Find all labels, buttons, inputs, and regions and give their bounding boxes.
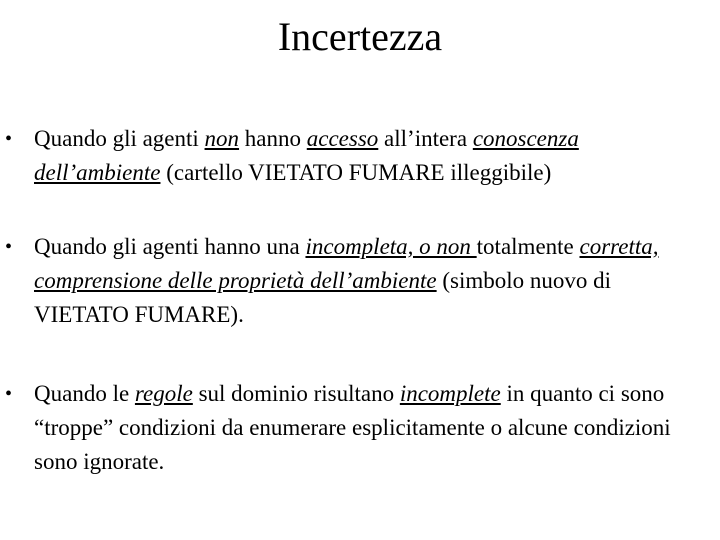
text-segment: totalmente [476, 234, 580, 259]
bullet-list [0, 122, 720, 519]
text-segment: sul dominio risultano [192, 381, 400, 406]
bullet-dot-icon: • [5, 236, 13, 258]
emphasized-text: incompleta, o non [305, 234, 477, 259]
text-segment: (simbolo nuovo di VIETATO FUMARE). [34, 268, 612, 327]
bullet-item [0, 230, 720, 332]
bullet-item [0, 377, 720, 479]
emphasized-text: incomplete [399, 381, 501, 406]
emphasized-text: non [204, 126, 240, 151]
bullet-text [34, 234, 659, 327]
text-segment: hanno [239, 126, 307, 151]
text-segment: in quanto ci sono “troppe” condizioni da enumerare esplicitamente o alcune condizioni sono ignorate. [34, 381, 671, 474]
text-segment: Quando gli agenti hanno una [34, 234, 306, 259]
emphasized-text: regole [134, 381, 193, 406]
text-segment: Quando le [34, 381, 135, 406]
bullet-dot-icon: • [5, 383, 13, 405]
bullet-item [0, 122, 720, 190]
text-segment: all’intera [378, 126, 473, 151]
bullet-text [34, 126, 579, 185]
emphasized-text: conoscenza dell’ambiente [34, 126, 579, 185]
bullet-text [34, 381, 671, 474]
slide-title: Incertezza [277, 14, 443, 59]
text-segment: (cartello VIETATO FUMARE illeggibile) [160, 160, 552, 185]
emphasized-text: corretta, comprensione delle proprietà dell’ambiente [34, 234, 659, 293]
text-segment: Quando gli agenti [34, 126, 205, 151]
emphasized-text: accesso [306, 126, 379, 151]
bullet-dot-icon: • [5, 128, 13, 150]
